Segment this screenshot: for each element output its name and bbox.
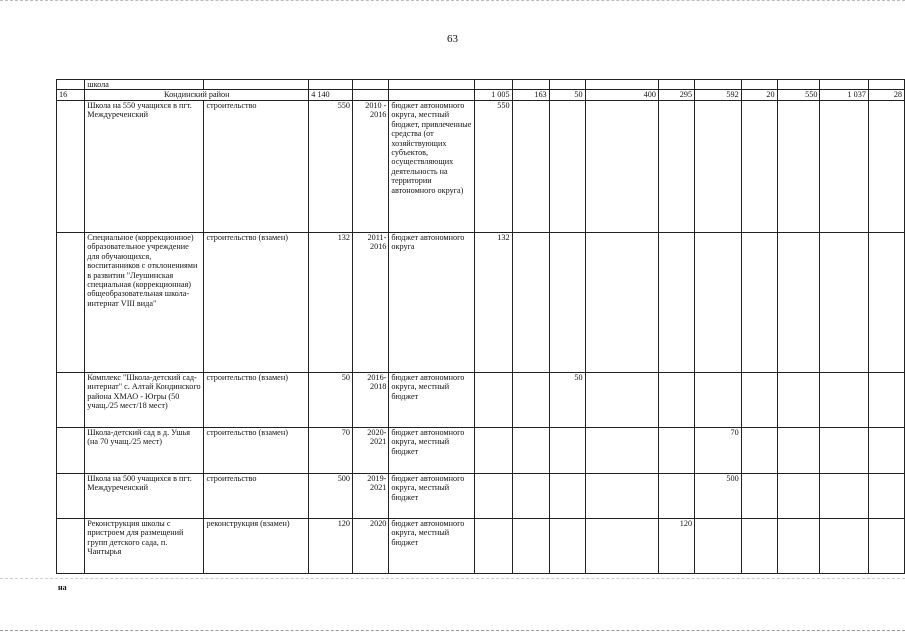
year-value-cell — [777, 372, 820, 427]
year-value-cell — [868, 427, 904, 473]
year-value-cell: 500 — [695, 473, 742, 518]
year-value-cell — [512, 427, 549, 473]
funding-source-cell: бюджет автономного округа, местный бюджет — [389, 372, 474, 427]
work-type-cell: реконструкция (взамен) — [204, 518, 309, 573]
year-value-cell — [695, 232, 742, 372]
district-value-cell: 1 037 — [820, 90, 869, 100]
object-name-cell: школа — [85, 80, 204, 90]
table-body — [57, 80, 905, 574]
object-name-cell: Реконструкция школы с пристроем для размещений групп детского сада, п. Чантырья — [85, 518, 204, 573]
year-value-cell — [741, 372, 777, 427]
year-value-cell — [777, 100, 820, 232]
work-type-cell: строительство — [204, 473, 309, 518]
empty-cell — [352, 80, 388, 90]
year-value-cell: 70 — [695, 427, 742, 473]
year-value-cell — [474, 518, 512, 573]
year-value-cell — [820, 473, 869, 518]
year-value-cell — [868, 473, 904, 518]
empty-cell — [741, 80, 777, 90]
index-cell — [57, 100, 85, 232]
year-value-cell — [741, 100, 777, 232]
empty-cell — [777, 80, 820, 90]
year-value-cell — [695, 518, 742, 573]
district-value-cell: 550 — [777, 90, 820, 100]
empty-cell — [389, 80, 474, 90]
year-value-cell — [820, 372, 869, 427]
index-cell — [57, 372, 85, 427]
year-value-cell: 50 — [549, 372, 585, 427]
district-value-cell: 295 — [658, 90, 694, 100]
empty-cell — [549, 80, 585, 90]
district-row — [57, 90, 905, 100]
year-value-cell — [512, 518, 549, 573]
year-value-cell — [474, 372, 512, 427]
empty-cell — [585, 80, 658, 90]
scan-edge-bottom — [0, 630, 905, 633]
year-value-cell — [474, 427, 512, 473]
capacity-cell: 550 — [309, 100, 353, 232]
year-value-cell — [585, 100, 658, 232]
year-value-cell — [658, 100, 694, 232]
work-type-cell: строительство (взамен) — [204, 372, 309, 427]
index-cell — [57, 473, 85, 518]
empty-cell — [695, 80, 742, 90]
work-type-cell: строительство — [204, 100, 309, 232]
funding-source-cell: бюджет автономного округа, местный бюджет — [389, 473, 474, 518]
funding-source-cell: бюджет автономного округа, местный бюджет — [389, 427, 474, 473]
table-row — [57, 100, 905, 232]
period-cell: 2019- 2021 — [352, 473, 388, 518]
period-cell: 2010 - 2016 — [352, 100, 388, 232]
capacity-cell: 50 — [309, 372, 353, 427]
year-value-cell — [868, 518, 904, 573]
empty-cell — [389, 90, 474, 100]
year-value-cell — [512, 100, 549, 232]
year-value-cell — [512, 473, 549, 518]
period-cell: 2016- 2018 — [352, 372, 388, 427]
district-value-cell: 20 — [741, 90, 777, 100]
year-value-cell — [585, 232, 658, 372]
year-value-cell — [741, 232, 777, 372]
object-name-cell: Комплекс "Школа-детский сад-интернат" с. Алтай Кондинского района ХМАО - Югры (50 учащ./25 мест/18 мест) — [85, 372, 204, 427]
table-row — [57, 518, 905, 573]
district-capacity-cell: 4 140 — [309, 90, 353, 100]
funding-source-cell: бюджет автономного округа, местный бюджет, привлеченные средства (от хозяйствующих субъектов, осуществляющих деятельность на территории автономного округа) — [389, 100, 474, 232]
year-value-cell — [474, 473, 512, 518]
year-value-cell — [549, 473, 585, 518]
empty-cell — [352, 90, 388, 100]
capacity-cell: 500 — [309, 473, 353, 518]
continuation-text: на — [58, 583, 67, 592]
funding-source-cell: бюджет автономного округа — [389, 232, 474, 372]
year-value-cell — [658, 232, 694, 372]
index-cell — [57, 232, 85, 372]
year-value-cell — [695, 372, 742, 427]
year-value-cell — [820, 232, 869, 372]
investment-table — [56, 79, 905, 574]
year-value-cell — [585, 473, 658, 518]
year-value-cell — [512, 372, 549, 427]
year-value-cell: 550 — [474, 100, 512, 232]
work-type-cell: строительство (взамен) — [204, 427, 309, 473]
page-number: 63 — [447, 33, 458, 45]
scan-line — [0, 578, 905, 580]
table-row — [57, 427, 905, 473]
year-value-cell: 120 — [658, 518, 694, 573]
year-value-cell — [741, 427, 777, 473]
year-value-cell — [741, 473, 777, 518]
object-name-cell: Школа на 500 учащихся в пгт. Междуреченский — [85, 473, 204, 518]
empty-cell — [204, 80, 309, 90]
district-value-cell: 28 — [868, 90, 904, 100]
year-value-cell — [777, 427, 820, 473]
empty-cell — [512, 80, 549, 90]
year-value-cell: 132 — [474, 232, 512, 372]
year-value-cell — [549, 518, 585, 573]
table-row — [57, 372, 905, 427]
district-name-cell: Кондинский район — [85, 90, 309, 100]
scan-edge-top — [0, 0, 905, 4]
district-value-cell: 50 — [549, 90, 585, 100]
district-value-cell: 1 005 — [474, 90, 512, 100]
district-value-cell: 163 — [512, 90, 549, 100]
period-cell: 2020- 2021 — [352, 427, 388, 473]
empty-cell — [820, 80, 869, 90]
index-cell — [57, 518, 85, 573]
object-name-cell: Школа-детский сад в д. Ушья (на 70 учащ./25 мест) — [85, 427, 204, 473]
year-value-cell — [868, 232, 904, 372]
district-value-cell: 400 — [585, 90, 658, 100]
year-value-cell — [777, 473, 820, 518]
work-type-cell: строительство (взамен) — [204, 232, 309, 372]
year-value-cell — [820, 100, 869, 232]
year-value-cell — [777, 518, 820, 573]
year-value-cell — [695, 100, 742, 232]
year-value-cell — [868, 372, 904, 427]
year-value-cell — [820, 427, 869, 473]
period-cell: 2011- 2016 — [352, 232, 388, 372]
district-index-cell: 16 — [57, 90, 85, 100]
year-value-cell — [777, 232, 820, 372]
year-value-cell — [549, 232, 585, 372]
index-cell — [57, 80, 85, 90]
year-value-cell — [549, 100, 585, 232]
year-value-cell — [585, 518, 658, 573]
capacity-cell: 132 — [309, 232, 353, 372]
funding-source-cell: бюджет автономного округа, местный бюджет — [389, 518, 474, 573]
year-value-cell — [585, 372, 658, 427]
object-name-cell: Школа на 550 учащихся в пгт. Междуреченский — [85, 100, 204, 232]
year-value-cell — [512, 232, 549, 372]
year-value-cell — [868, 100, 904, 232]
year-value-cell — [658, 372, 694, 427]
year-value-cell — [658, 473, 694, 518]
empty-cell — [868, 80, 904, 90]
object-name-cell: Специальное (коррекционное) образовательное учреждение для обучающихся, воспитанников с отклонениями в развитии "Леушинская специальная (коррекционная) общеобразовательная школа-интернат VIII вида" — [85, 232, 204, 372]
capacity-cell: 70 — [309, 427, 353, 473]
district-value-cell: 592 — [695, 90, 742, 100]
empty-cell — [658, 80, 694, 90]
empty-cell — [309, 80, 353, 90]
index-cell — [57, 427, 85, 473]
year-value-cell — [741, 518, 777, 573]
table-row — [57, 473, 905, 518]
continuation-row — [57, 80, 905, 90]
year-value-cell — [585, 427, 658, 473]
year-value-cell — [549, 427, 585, 473]
year-value-cell — [820, 518, 869, 573]
capacity-cell: 120 — [309, 518, 353, 573]
period-cell: 2020 — [352, 518, 388, 573]
table-row — [57, 232, 905, 372]
empty-cell — [474, 80, 512, 90]
year-value-cell — [658, 427, 694, 473]
